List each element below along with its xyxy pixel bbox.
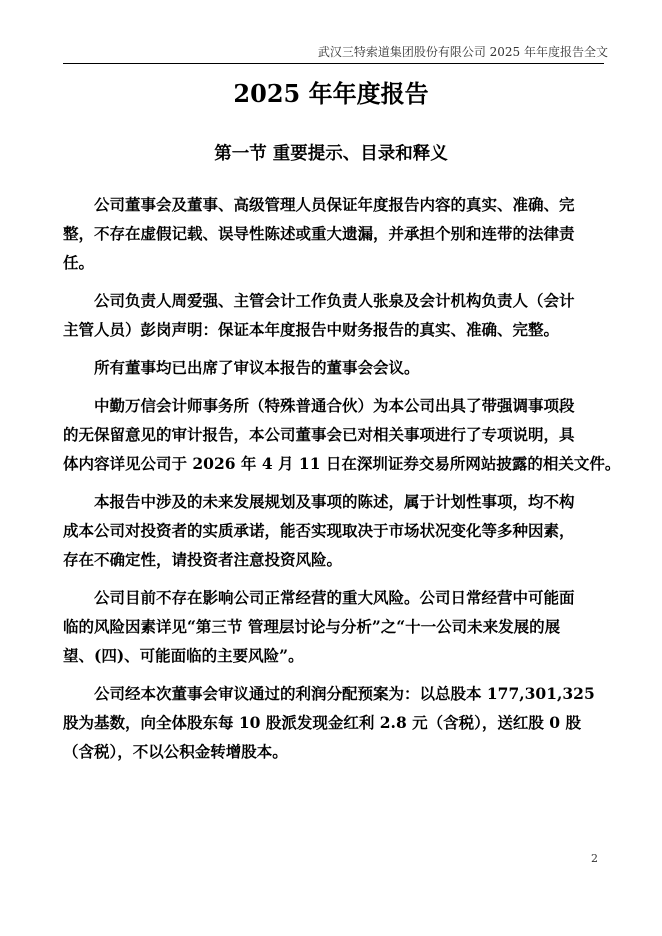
paragraph-forward-looking — [63, 487, 608, 574]
paragraph-responsible-persons — [63, 286, 608, 344]
document-title: 2025 年年度报告 — [233, 79, 429, 108]
paragraph-line: 本报告中涉及的未来发展规划及事项的陈述，属于计划性事项，均不构 — [94, 492, 575, 511]
paragraph-line: 主管人员）彭岗声明：保证本年度报告中财务报告的真实、准确、完整。 — [63, 320, 560, 339]
paragraph-line: 公司负责人周爱强、主管会计工作负责人张泉及会计机构负责人（会计 — [94, 291, 575, 310]
paragraph-line: 中勤万信会计师事务所（特殊普通合伙）为本公司出具了带强调事项段 — [94, 396, 575, 415]
paragraph-line: 临的风险因素详见“第三节 管理层讨论与分析”之“十一公司未来发展的展 — [63, 617, 561, 636]
paragraph-risk-factors — [63, 583, 608, 670]
document-body — [63, 190, 621, 775]
paragraph-profit-distribution — [63, 679, 608, 766]
paragraph-director-guarantee — [63, 190, 608, 277]
running-header: 武汉三特索道集团股份有限公司 2025 年年度报告全文 — [317, 45, 608, 59]
paragraph-line: 任。 — [63, 253, 95, 272]
paragraph-line: （含税），不以公积金转增股本。 — [63, 742, 288, 761]
paragraph-line: 望、(四)、可能面临的主要风险”。 — [63, 646, 304, 665]
paragraph-line: 所有董事均已出席了审议本报告的董事会会议。 — [94, 358, 420, 377]
page-number: 2 — [591, 852, 598, 865]
paragraph-board-attendance — [63, 353, 608, 382]
paragraph-line: 公司经本次董事会审议通过的利润分配预案为：以总股本 177,301,325 — [94, 684, 595, 703]
paragraph-line: 公司目前不存在影响公司正常经营的重大风险。公司日常经营中可能面 — [94, 588, 575, 607]
paragraph-line: 体内容详见公司于 2026 年 4 月 11 日在深圳证券交易所网站披露的相关文件。 — [63, 454, 621, 473]
paragraph-line: 整，不存在虚假记载、误导性陈述或重大遗漏，并承担个别和连带的法律责 — [63, 224, 575, 243]
header-divider — [63, 63, 604, 64]
paragraph-line: 股为基数，向全体股东每 10 股派发现金红利 2.8 元（含税），送红股 0 股 — [63, 713, 581, 732]
paragraph-line: 的无保留意见的审计报告，本公司董事会已对相关事项进行了专项说明，具 — [63, 425, 575, 444]
paragraph-audit-opinion — [63, 391, 621, 478]
paragraph-line: 存在不确定性，请投资者注意投资风险。 — [63, 550, 343, 569]
section-title: 第一节 重要提示、目录和释义 — [214, 144, 448, 164]
paragraph-line: 成本公司对投资者的实质承诺，能否实现取决于市场状况变化等多种因素， — [63, 521, 575, 540]
paragraph-line: 公司董事会及董事、高级管理人员保证年度报告内容的真实、准确、完 — [94, 195, 575, 214]
